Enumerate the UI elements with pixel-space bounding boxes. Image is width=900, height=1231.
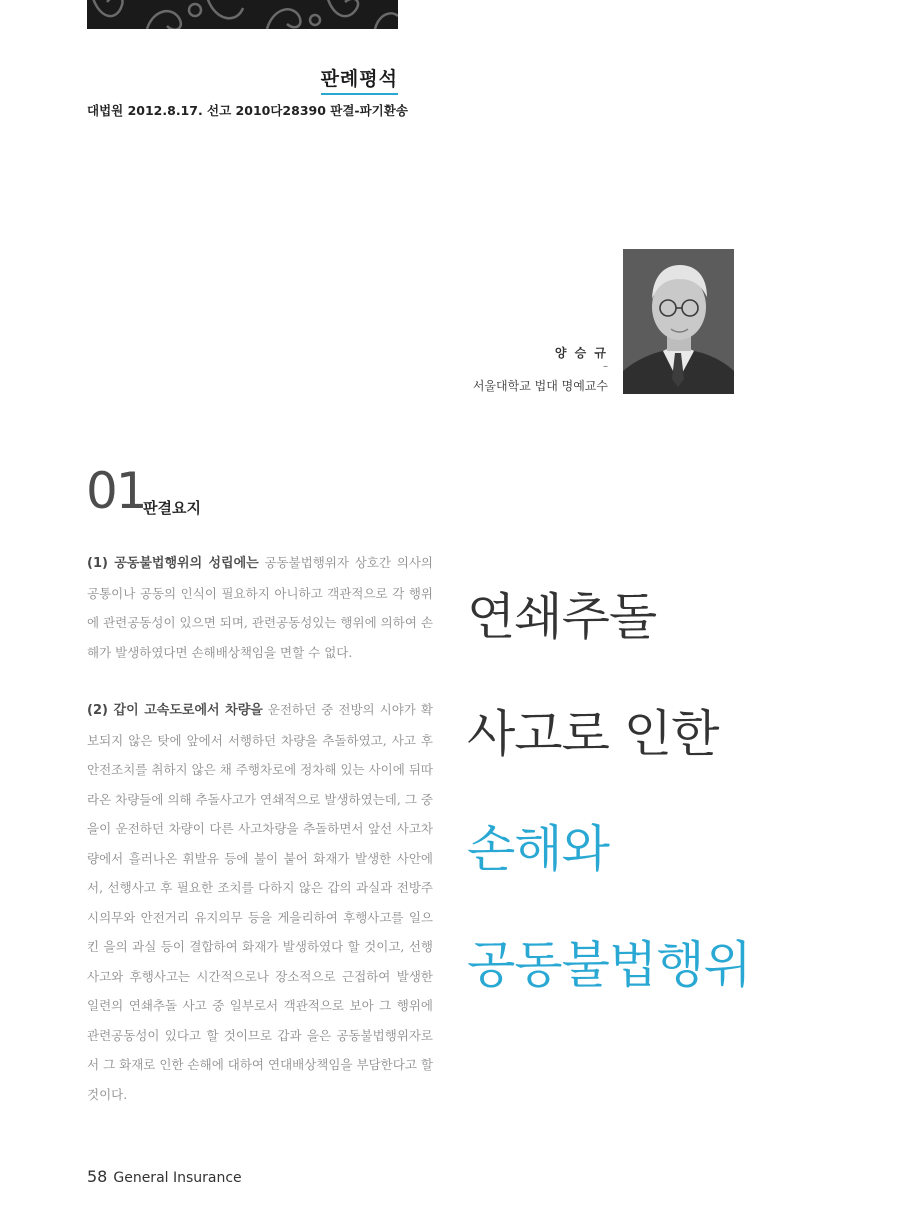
author-photo <box>623 249 734 394</box>
paragraph-2-body: 운전하던 중 전방의 시야가 확보되지 않은 탓에 앞에서 서행하던 차량을 추돌하였고, 사고 후 안전조치를 취하지 않은 채 주행차로에 정차해 있는 사이에 뒤따라온 차량들에 의해 추돌사고가 연쇄적으로 발생하였는데, 그 중 을이 운전하던 차량이 다른 사고차량을 추돌하면서 앞선 사고차량에서 흘러나온 휘발유 등에 불이 붙어 화재가 발생한 사안에서, 선행사고 후 필요한 조치를 다하지 않은 갑의 과실과 전방주시의무와 안전거리 유지의무 등을 게을리하여 후행사고를 일으킨 을의 과실 등이 결합하여 화재가 발생하였다 할 것이고, 선행사고와 후행사고는 시간적으로나 장소적으로 근접하여 발생한 일련의 연쇄추돌 사고 중 일부로서 객관적으로 보아 그 행위에 관련공동성이 있다고 할 것이므로 갑과 을은 공동불법행위자로서 그 화재로 인한 손해에 대하여 연대배상책임을 부담한다고 할 것이다. <box>87 702 433 1102</box>
title-line-4: 공동불법행위 <box>467 936 751 994</box>
paragraph-2-lead: (2) 갑이 고속도로에서 차량을 <box>87 703 263 718</box>
page-footer <box>87 1167 242 1186</box>
publication-name: General Insurance <box>113 1170 242 1186</box>
section-number: 01 <box>86 462 146 520</box>
decorative-banner <box>87 0 398 29</box>
pattern-icon <box>87 0 398 29</box>
title-line-3: 손해와 <box>467 820 609 878</box>
paragraph-2 <box>87 695 433 1109</box>
author-name: 양 승 규 <box>554 346 608 360</box>
title-line-2: 사고로 인한 <box>467 705 719 763</box>
section-label: 판결요지 <box>143 499 201 517</box>
author-affiliation: 서울대학교 법대 명예교수 <box>472 379 608 393</box>
paragraph-1 <box>87 548 433 667</box>
title-line-1: 연쇄추돌 <box>467 588 657 646</box>
section-title <box>87 64 398 91</box>
paragraph-1-lead: (1) 공동불법행위의 성립에는 <box>87 556 259 571</box>
author-separator: – <box>603 361 608 372</box>
paragraph-1-body: 공동불법행위자 상호간 의사의 공통이나 공동의 인식이 필요하지 아니하고 객관적으로 각 행위에 관련공동성이 있으면 되며, 관련공동성있는 행위에 의하여 손해가 발생하였다면 손해배상책임을 면할 수 없다. <box>87 555 433 660</box>
case-reference: 대법원 2012.8.17. 선고 2010다28390 판결-파기환송 <box>87 103 408 118</box>
page-number: 58 <box>87 1167 108 1186</box>
portrait-icon <box>623 249 734 394</box>
section-title-text: 판례평석 <box>321 68 398 95</box>
